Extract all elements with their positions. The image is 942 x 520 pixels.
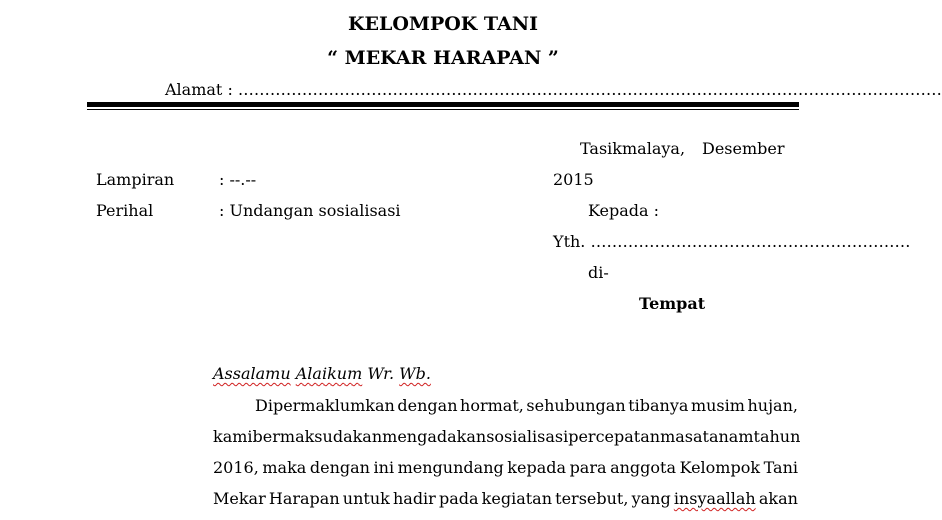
body-word: para <box>569 458 607 477</box>
recipient-yth: Yth. …………………………………………………… <box>553 232 911 251</box>
body-word: kepada <box>507 458 567 477</box>
body-word: sosialisasi <box>486 427 569 446</box>
body-word: dengan <box>309 458 370 477</box>
body-word: ini <box>373 458 395 477</box>
body-word: Mekar <box>213 489 266 508</box>
body-word: tahun <box>753 427 801 446</box>
body-line-3 <box>213 452 798 483</box>
letterhead-thick-rule <box>87 102 799 107</box>
greeting-word: Alaikum <box>295 364 363 383</box>
perihal-label: Perihal <box>96 201 154 220</box>
body-word: pada <box>438 489 479 508</box>
body-word: musim <box>690 396 745 415</box>
date-year: 2015 <box>553 170 594 189</box>
body-word: sehubungan <box>526 396 626 415</box>
body-word: untuk <box>342 489 390 508</box>
body-word: percepatan <box>568 427 661 446</box>
body-word: mengundang <box>397 458 504 477</box>
body-word: dengan <box>397 396 458 415</box>
recipient-kepada: Kepada : <box>588 201 660 220</box>
greeting-word: Assalamu <box>213 364 291 383</box>
body-word: tanam <box>702 427 754 446</box>
body-line-4 <box>213 483 798 514</box>
body-word: Harapan <box>268 489 340 508</box>
body-word: akan <box>343 427 383 446</box>
recipient-tempat: Tempat <box>639 294 706 313</box>
group-name: “ MEKAR HARAPAN ” <box>327 47 559 69</box>
greeting-word: Wb. <box>399 364 431 383</box>
body-word: bermaksud <box>252 427 344 446</box>
date-month: Desember <box>702 139 785 158</box>
body-line-1 <box>213 390 798 421</box>
body-word: hadir <box>392 489 436 508</box>
body-word: maka <box>262 458 307 477</box>
greeting-word: Wr. <box>367 364 395 383</box>
body-word: mengadakan <box>382 427 487 446</box>
body-word: 2016, <box>213 458 259 477</box>
recipient-di: di- <box>588 263 609 282</box>
body-word: Dipermaklumkan <box>255 396 395 415</box>
body-word: tersebut, <box>555 489 629 508</box>
greeting <box>213 364 431 384</box>
address-line: Alamat : …………………………………………………………………………………………………………………… <box>165 80 942 99</box>
org-name: KELOMPOK TANI <box>348 13 538 35</box>
body-word: akan <box>758 489 798 508</box>
place-city: Tasikmalaya, <box>580 139 686 158</box>
body-word: yang <box>631 489 671 508</box>
body-paragraph <box>213 390 801 514</box>
body-word: hujan, <box>747 396 798 415</box>
body-word: Tani <box>763 458 798 477</box>
body-word: masa <box>660 427 703 446</box>
letterhead-thin-rule <box>87 109 799 110</box>
body-word: anggota <box>610 458 677 477</box>
body-word: insyaallah <box>673 489 756 508</box>
lampiran-label: Lampiran <box>96 170 175 189</box>
lampiran-value: : --.-- <box>219 170 257 189</box>
body-word: Kelompok <box>679 458 761 477</box>
body-word: tibanya <box>628 396 689 415</box>
body-word: hormat, <box>460 396 524 415</box>
body-word: kami <box>213 427 253 446</box>
body-line-2 <box>213 421 801 452</box>
perihal-value: : Undangan sosialisasi <box>219 201 401 220</box>
body-word: kegiatan <box>481 489 553 508</box>
